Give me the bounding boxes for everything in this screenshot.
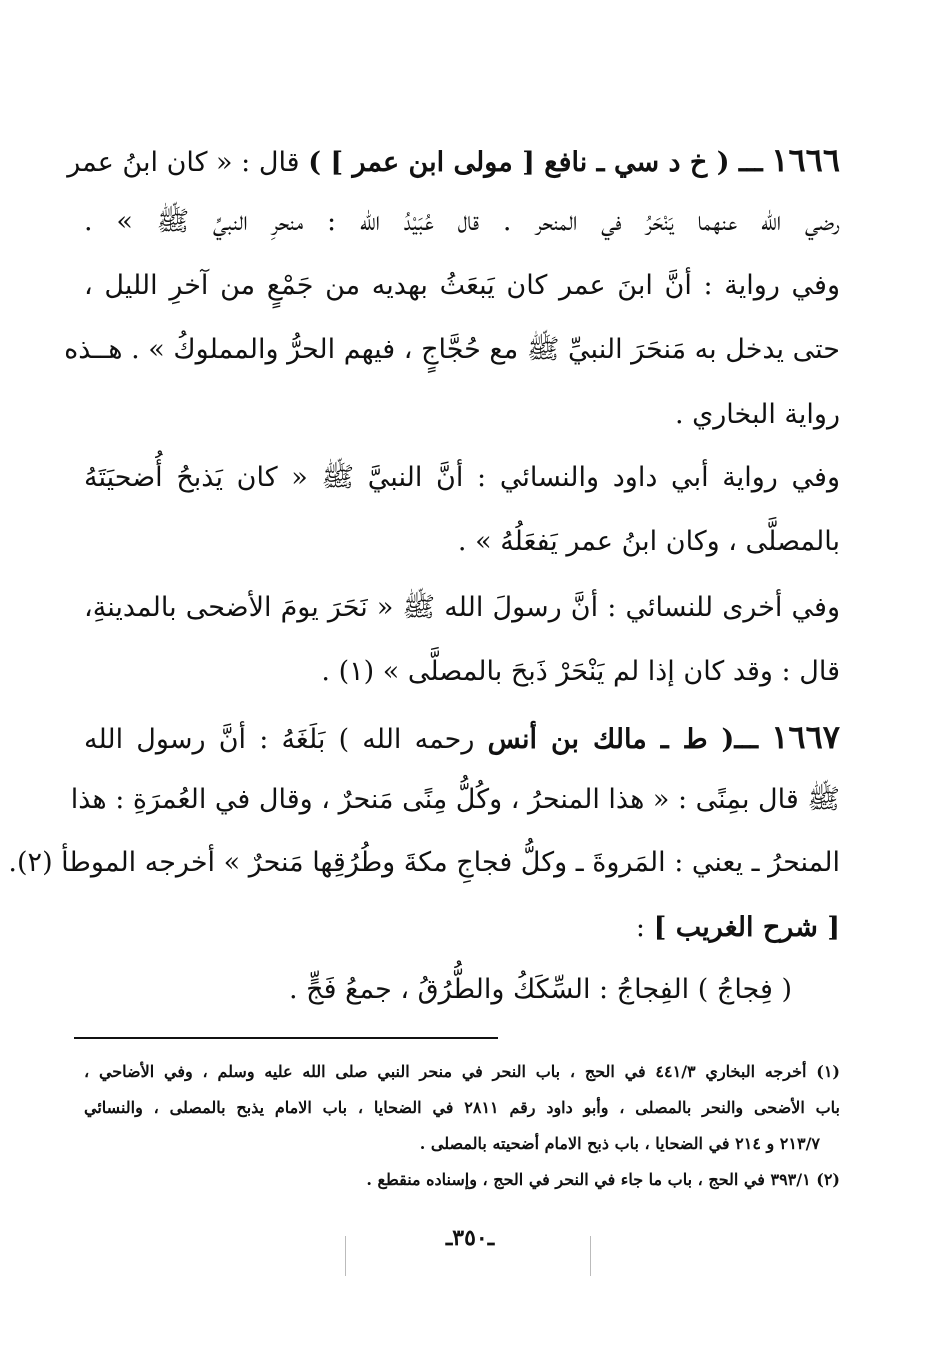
line-text: : — [635, 912, 646, 943]
section-heading — [84, 908, 840, 948]
text-line-2: رضي الله عنهما يَنْحَرُ في المنحر . قال عُبَيْدُ الله : منحرِ النبيِّ ﷺ » . — [84, 206, 840, 237]
text-line-3: وفي رواية : أنَّ ابنَ عمر كان يَبعَثُ بهديه من جَمْعٍ من آخرِ الليل ، — [84, 270, 840, 301]
hadith-number-1666: ١٦٦٦ — [771, 141, 840, 179]
footnote-line-2: باب الأضحى والنحر بالمصلى ، وأبو داود رقم ٢٨١١ في الضحايا ، باب الامام يذبح بالمصلى ، والنسائي — [84, 1098, 841, 1117]
scan-mark — [590, 1236, 591, 1276]
hadith-source: ـــ ( خ د سي ـ نافع [ مولى ابن عمر ] ) — [308, 147, 763, 178]
text-line-12: المنحرُ ـ يعني : المَروةَ ـ وكلُّ فجاجِ مكةَ وطُرُقِها مَنحرٌ » أخرجه الموطأ (٢). — [8, 847, 840, 878]
hadith-source: ـــ( ط ـ مالك بن أنس — [487, 724, 759, 755]
scan-mark — [345, 1236, 346, 1276]
glossary-title: [ شرح الغريب ] — [653, 912, 840, 943]
line-text: قال : « كان ابنُ عمر — [67, 147, 300, 178]
text-line-5: رواية البخاري . — [674, 399, 840, 430]
glossary-entry: ( فِجاجُ ) الفِجاجُ : السِّكَكُ والطُّرُقُ ، جمعُ فَجٍّ . — [289, 974, 792, 1005]
text-line-8: وفي أخرى للنسائي : أنَّ رسولَ الله ﷺ « نَحَرَ يومَ الأضحى بالمدينةِ، — [84, 592, 840, 623]
text-line-10 — [84, 717, 840, 760]
footnote-line-3: ٢١٣/٧ و ٢١٤ في الضحايا ، باب ذبح الامام أضحيته بالمصلى . — [419, 1134, 820, 1153]
text-line-4: حتى يدخل به مَنحَرَ النبيِّ ﷺ مع حُجَّاجٍ ، فيهم الحرُّ والمملوكُ » . هــذه — [64, 334, 840, 365]
text-line-7: بالمصلَّى ، وكان ابنُ عمر يَفعَلُهُ » . — [457, 526, 840, 557]
line-text: رحمه الله ) بَلَغَهُ : أنَّ رسول الله — [84, 724, 475, 755]
footnote-divider — [74, 1037, 498, 1039]
text-line-6: وفي رواية أبي داود والنسائي : أنَّ النبيَّ ﷺ « كان يَذبحُ أُضحيَتَهُ — [84, 462, 840, 493]
text-line-9: قال : وقد كان إذا لم يَنْحَرْ ذَبحَ بالمصلَّى » (١) . — [321, 656, 840, 687]
page-number: ـ٣٥٠ـ — [445, 1225, 495, 1251]
footnote-line-4: (٢) ٣٩٣/١ في الحج ، باب ما جاء في النحر في الحج ، وإسناده منقطع . — [366, 1170, 840, 1189]
footnote-line-1: (١) أخرجه البخاري ٤٤١/٣ في الحج ، باب النحر في منحر النبي صلى الله عليه وسلم ، وفي الأضاحي ، — [84, 1062, 840, 1081]
text-line-1 — [67, 140, 840, 183]
text-line-11: ﷺ قال بمِنًى : « هذا المنحرُ ، وكُلُّ مِنًى مَنحرٌ ، وقال في العُمرَةِ : هذا — [70, 784, 840, 815]
hadith-number-1667: ١٦٦٧ — [771, 718, 840, 756]
